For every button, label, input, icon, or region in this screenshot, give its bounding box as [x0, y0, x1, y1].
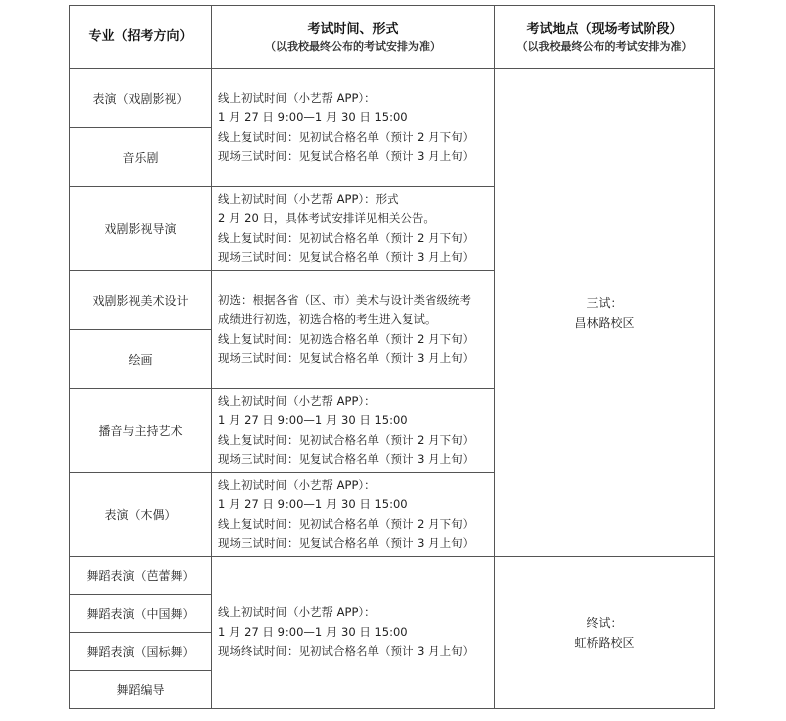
- header-major: [70, 6, 212, 69]
- major-cell: 戏剧影视美术设计: [70, 271, 212, 330]
- major-cell: 音乐剧: [70, 128, 212, 187]
- major-cell: 舞蹈表演（中国舞）: [70, 595, 212, 633]
- table-row: [70, 69, 715, 128]
- major-cell: 舞蹈表演（芭蕾舞）: [70, 557, 212, 595]
- schedule-line: 1 月 27 日 9:00—1 月 30 日 15:00: [218, 497, 408, 511]
- schedule-line: 线上复试时间：见初试合格名单（预计 2 月下旬）: [218, 432, 475, 447]
- schedule-line: 现场三试时间：见复试合格名单（预计 3 月上旬）: [218, 250, 475, 264]
- schedule-line: 线上复试时间：见初试合格名单（预计 2 月下旬）: [218, 516, 475, 531]
- schedule-line: 线上初试时间（小艺帮 APP）：: [218, 90, 376, 105]
- major-cell: 表演（戏剧影视）: [70, 69, 212, 128]
- major-cell: 戏剧影视导演: [70, 187, 212, 271]
- header-row: [70, 6, 715, 69]
- location-cell-third-round: [495, 69, 715, 557]
- location-campus: 虹桥路校区: [574, 635, 635, 650]
- location-stage: 终试：: [586, 615, 623, 630]
- schedule-cell: [212, 473, 495, 557]
- schedule-line: 线上初试时间（小艺帮 APP）：: [218, 393, 376, 408]
- location-cell-final-round: [495, 557, 715, 709]
- exam-schedule-table: [69, 5, 715, 709]
- major-cell: 播音与主持艺术: [70, 389, 212, 473]
- table-row: [70, 557, 715, 595]
- schedule-line: 1 月 27 日 9:00—1 月 30 日 15:00: [218, 624, 408, 639]
- header-location-title: 考试地点（现场考试阶段）: [526, 21, 683, 37]
- header-time: [212, 6, 495, 69]
- schedule-line: 成绩进行初选，初选合格的考生进入复试。: [218, 312, 437, 326]
- schedule-line: 线上初试时间（小艺帮 APP）：: [218, 477, 376, 492]
- schedule-line: 现场终试时间：见初试合格名单（预计 3 月上旬）: [218, 644, 475, 659]
- major-cell: 舞蹈表演（国标舞）: [70, 633, 212, 671]
- header-location-note: （以我校最终公布的考试安排为准）: [516, 39, 693, 53]
- header-major-title: 专业（招考方向）: [88, 29, 193, 44]
- schedule-line: 初选：根据各省（区、市）美术与设计类省级统考: [218, 292, 471, 307]
- schedule-line: 线上初试时间（小艺帮 APP）：形式: [218, 191, 399, 206]
- location-stage: 三试：: [586, 295, 623, 310]
- schedule-line: 线上初试时间（小艺帮 APP）：: [218, 605, 376, 620]
- schedule-cell: [212, 69, 495, 187]
- schedule-line: 线上复试时间：见初选合格名单（预计 2 月下旬）: [218, 331, 475, 346]
- location-campus: 昌林路校区: [574, 315, 635, 330]
- major-cell: 舞蹈编导: [70, 671, 212, 709]
- schedule-line: 现场三试时间：见复试合格名单（预计 3 月上旬）: [218, 536, 475, 550]
- schedule-line: 现场三试时间：见复试合格名单（预计 3 月上旬）: [218, 351, 475, 365]
- schedule-line: 线上复试时间：见初试合格名单（预计 2 月下旬）: [218, 129, 475, 144]
- schedule-cell: [212, 389, 495, 473]
- schedule-line: 1 月 27 日 9:00—1 月 30 日 15:00: [218, 413, 408, 427]
- schedule-cell: [212, 271, 495, 389]
- header-time-title: 考试时间、形式: [307, 21, 399, 37]
- schedule-line: 现场三试时间：见复试合格名单（预计 3 月上旬）: [218, 149, 475, 163]
- header-location: [495, 6, 715, 69]
- schedule-line: 现场三试时间：见复试合格名单（预计 3 月上旬）: [218, 452, 475, 466]
- header-time-note: （以我校最终公布的考试安排为准）: [265, 39, 441, 53]
- major-cell: 表演（木偶）: [70, 473, 212, 557]
- schedule-line: 1 月 27 日 9:00—1 月 30 日 15:00: [218, 110, 408, 124]
- schedule-line: 线上复试时间：见初试合格名单（预计 2 月下旬）: [218, 230, 475, 245]
- schedule-cell: [212, 557, 495, 709]
- schedule-line: 2 月 20 日，具体考试安排详见相关公告。: [218, 211, 435, 225]
- schedule-cell: [212, 187, 495, 271]
- major-cell: 绘画: [70, 330, 212, 389]
